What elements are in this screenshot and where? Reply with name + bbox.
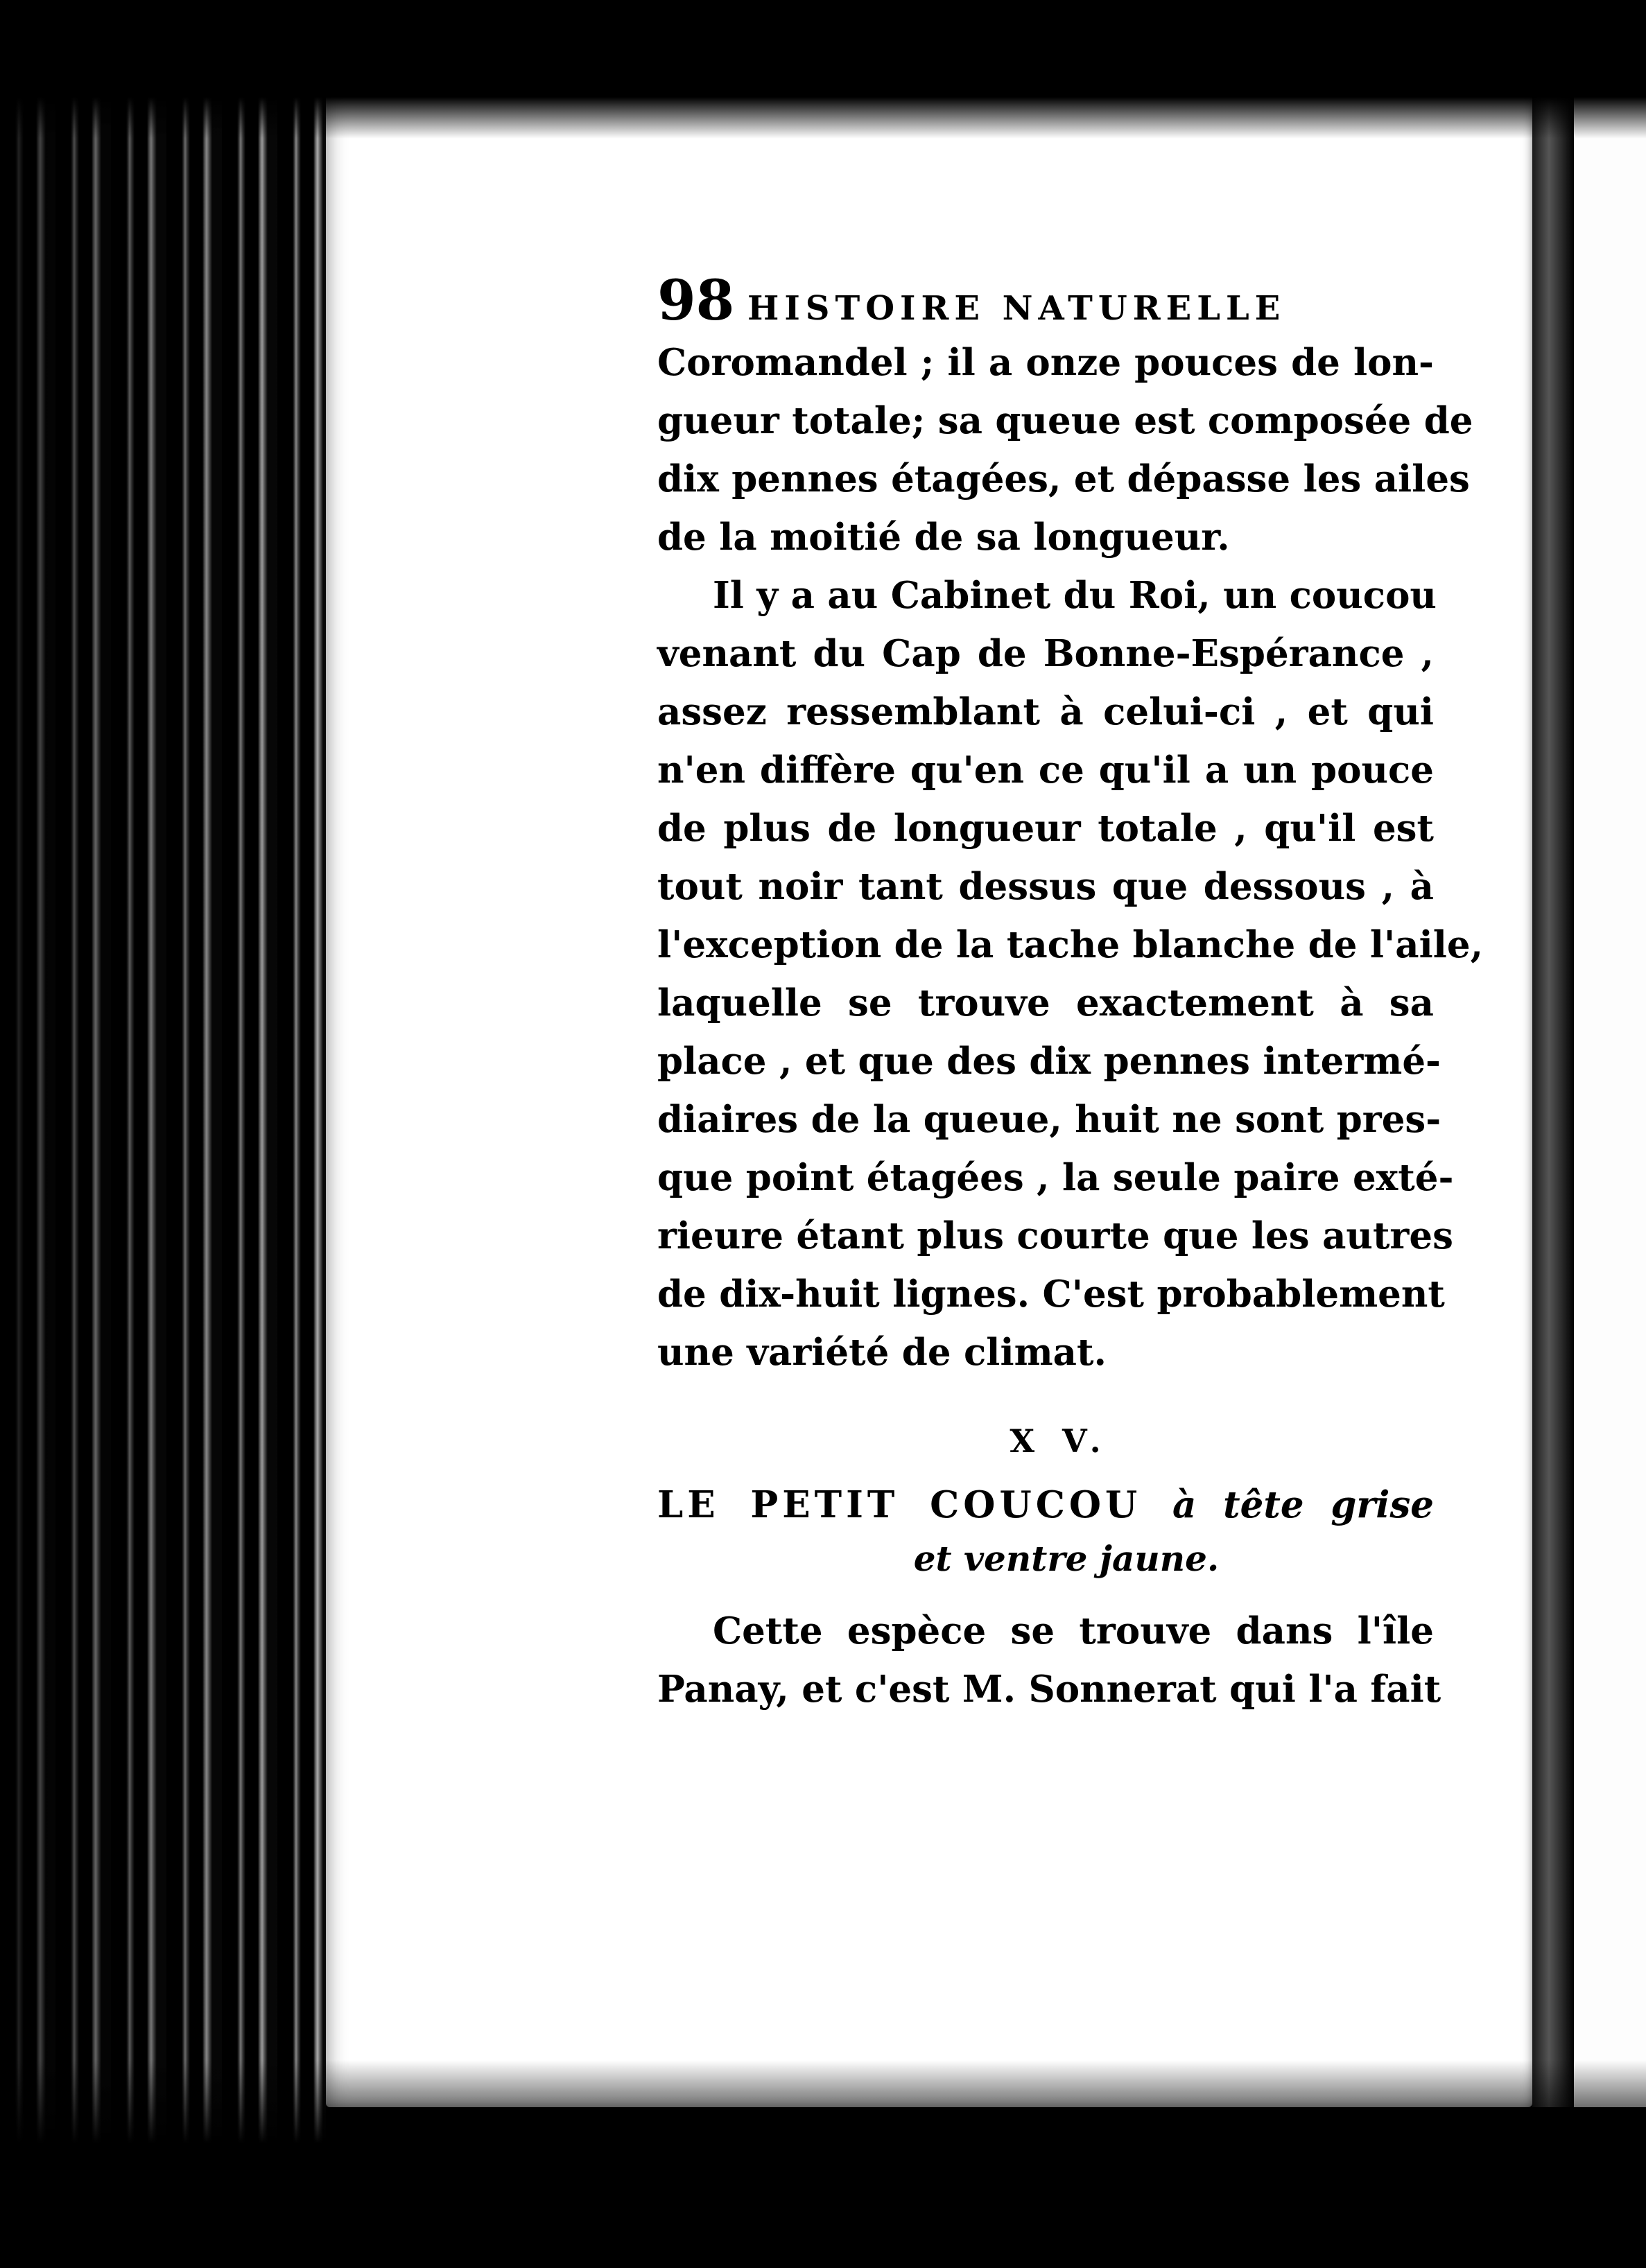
text-line: Coromandel ; il a onze pouces de lon- — [657, 341, 1434, 384]
text-line: de plus de longueur totale , qu'il est — [657, 807, 1434, 850]
text-line: que point étagées , la seule paire exté- — [657, 1156, 1454, 1199]
running-title: HISTOIRE NATURELLE — [747, 289, 1286, 328]
binding-shadow — [0, 0, 326, 2268]
section-title-caps: LE PETIT COUCOU — [657, 1483, 1142, 1526]
text-line: diaires de la queue, huit ne sont pres- — [657, 1098, 1441, 1141]
section-number: X V. — [1010, 1422, 1109, 1460]
text-line: une variété de climat. — [657, 1331, 1107, 1374]
paragraph-1 — [657, 333, 1473, 566]
running-head — [657, 267, 1434, 333]
text-line: laquelle se trouve exactement à sa — [657, 982, 1434, 1024]
section-subtitle: et ventre jaune. — [913, 1538, 1220, 1579]
page-text — [657, 267, 1484, 1718]
page-gutter — [1532, 83, 1574, 2107]
text-line: Cette espèce se trouve dans l'île — [713, 1610, 1434, 1652]
text-line: assez ressemblant à celui-ci , et qui — [657, 690, 1434, 733]
text-line: n'en diffère qu'en ce qu'il a un pouce — [657, 749, 1434, 792]
paragraph-2 — [657, 566, 1484, 1381]
text-line: l'exception de la tache blanche de l'aile, — [657, 923, 1484, 966]
page-number: 98 — [657, 268, 735, 333]
text-line: gueur totale; sa queue est composée de — [657, 399, 1473, 442]
text-line: venant du Cap de Bonne-Espérance , — [657, 632, 1434, 675]
text-line: place , et que des dix pennes intermé- — [657, 1040, 1441, 1083]
scan-bottom-border — [0, 2060, 1646, 2268]
section-title-italic: à tête grise — [1172, 1483, 1435, 1526]
text-line: Il y a au Cabinet du Roi, un coucou — [713, 574, 1437, 617]
text-line: tout noir tant dessus que dessous , à — [657, 865, 1434, 908]
paragraph-gap — [657, 1592, 1434, 1602]
text-line: de la moitié de sa longueur. — [657, 516, 1230, 559]
paragraph-3 — [657, 1602, 1441, 1718]
facing-page-edge — [1574, 97, 1646, 2107]
text-line: rieure étant plus courte que les autres — [657, 1214, 1453, 1257]
scan-top-border — [0, 0, 1646, 139]
text-line: dix pennes étagées, et dépasse les ailes — [657, 457, 1470, 500]
text-line: Panay, et c'est M. Sonnerat qui l'a fait — [657, 1668, 1441, 1711]
section-title — [657, 1476, 1434, 1534]
text-line: de dix-huit lignes. C'est probablement — [657, 1273, 1445, 1316]
